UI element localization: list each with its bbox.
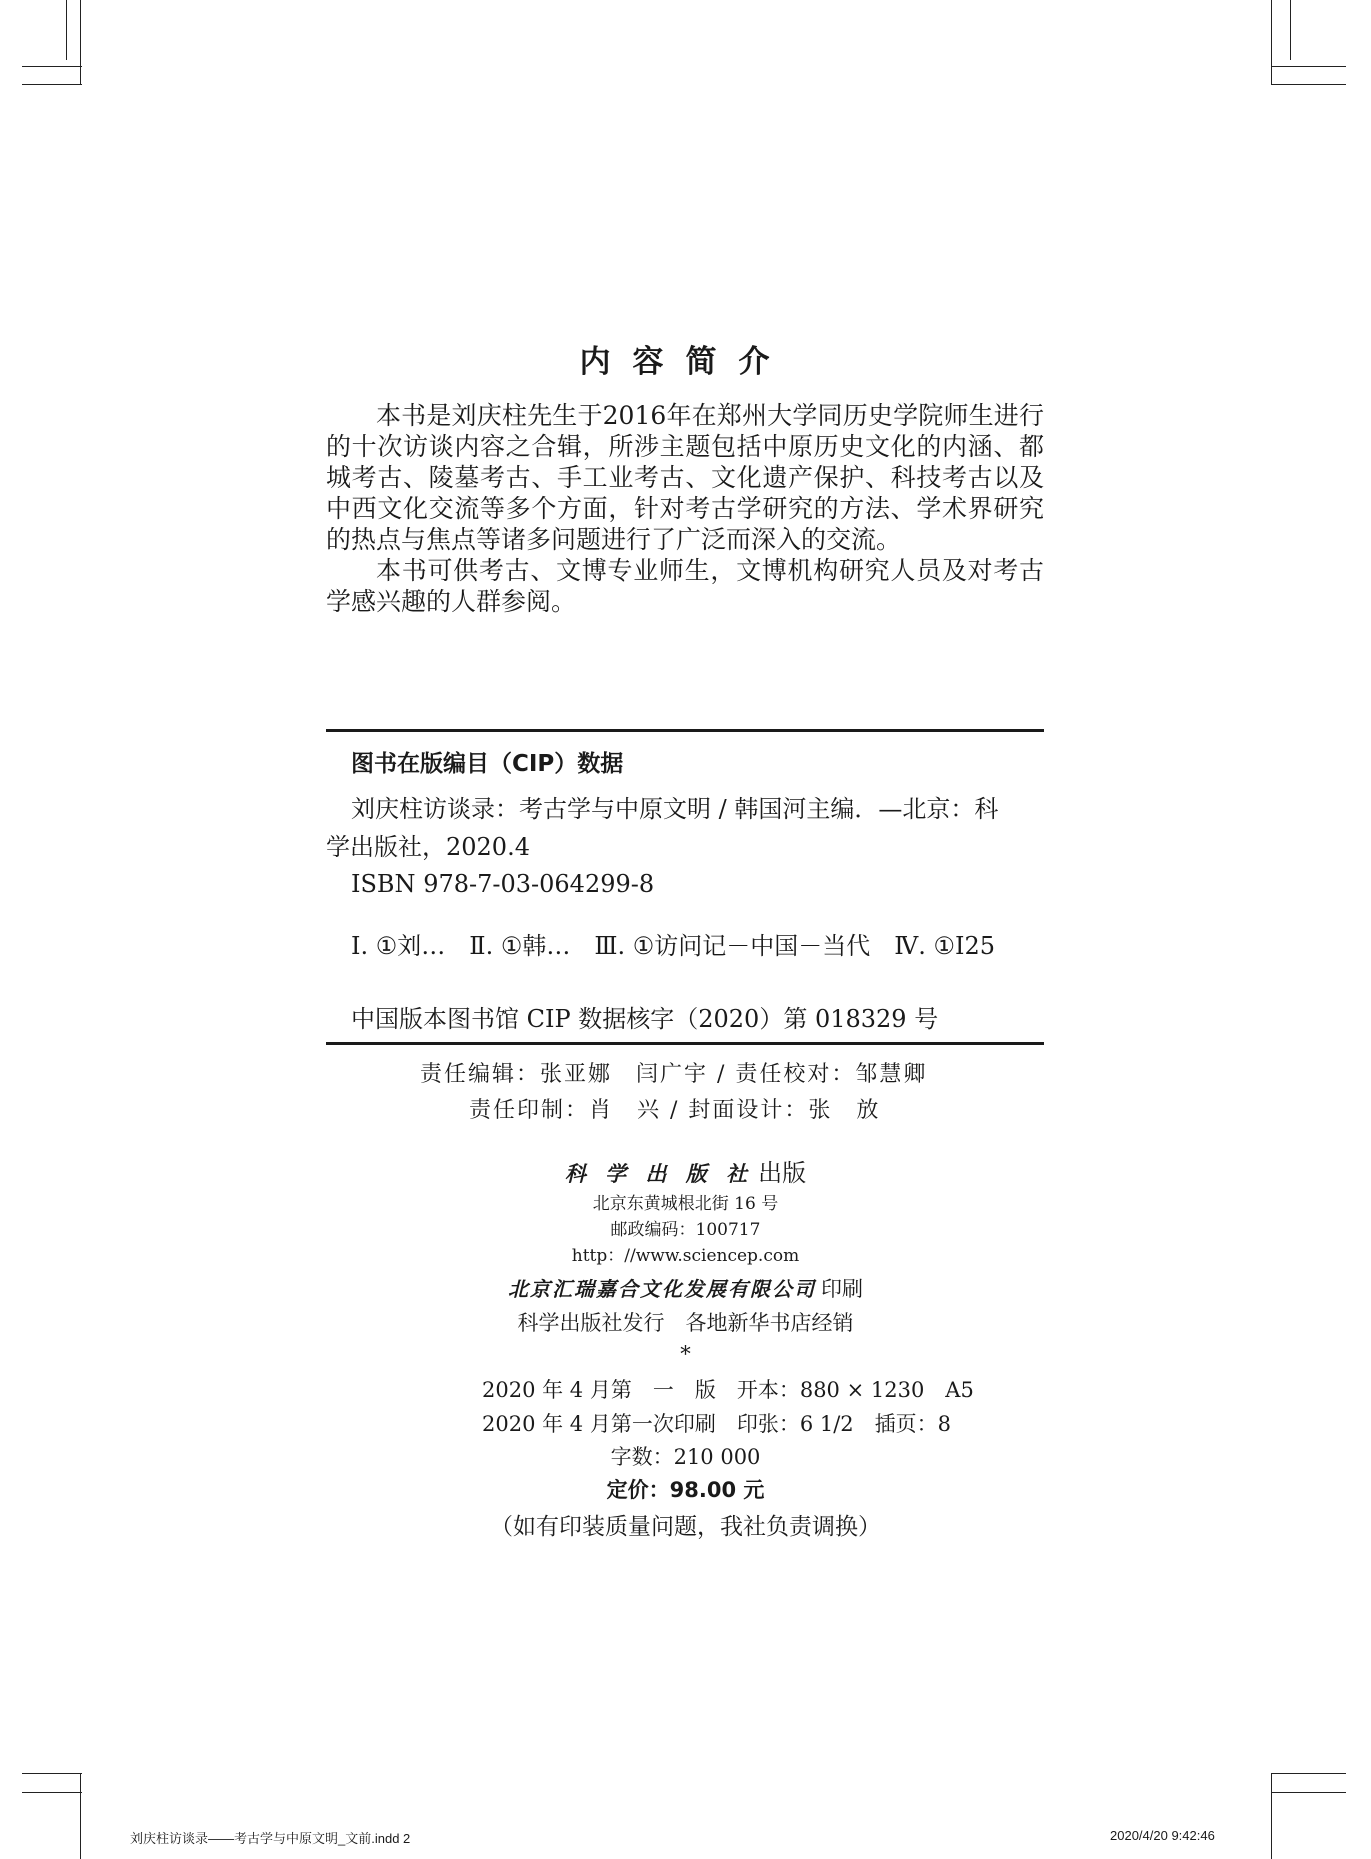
crop-mark-top-left-h [22,84,82,85]
printer-name: 北京汇瑞嘉合文化发展有限公司 [507,1277,816,1301]
crop-mark-top-right-h [1271,84,1346,85]
cip-record-number: 中国版本图书馆 CIP 数据核字（2020）第 018329 号 [351,1005,939,1033]
edition-info: 2020 年 4 月第 一 版 开本：880 × 1230 A5 [482,1378,974,1402]
printer-suffix: 印刷 [821,1277,864,1301]
publisher-address: 北京东黄城根北街 16 号 [592,1194,779,1214]
cip-bottom-rule [326,1042,1044,1045]
quality-notice: （如有印装质量问题，我社负责调换） [490,1514,881,1540]
crop-mark-top-right-v2 [1290,0,1291,60]
word-count: 字数：210 000 [610,1445,761,1469]
price: 定价：98.00 元 [606,1478,765,1502]
crop-mark-top-right-h2 [1271,66,1346,67]
printing-info: 2020 年 4 月第一次印刷 印张：6 1/2 插页：8 [482,1412,952,1436]
cip-isbn: ISBN 978-7-03-064299-8 [351,870,655,898]
intro-paragraph-2-text: 本书可供考古、文博专业师生，文博机构研究人员及对考古学感兴趣的人群参阅。 [326,556,1044,616]
publisher-line [0,1153,1371,1188]
publisher-name-suffix: 出版 [758,1159,807,1187]
distribution: 科学出版社发行 各地新华书店经销 [517,1311,854,1335]
crop-mark-top-right-v [1271,0,1272,85]
crop-mark-bottom-left-h2 [22,1792,82,1793]
staff-production: 责任印制：肖 兴 / 封面设计：张 放 [469,1098,881,1123]
cip-title-line-1: 刘庆柱访谈录：考古学与中原文明 / 韩国河主编．—北京：科 [351,795,999,823]
publisher-postcode: 邮政编码：100717 [610,1220,761,1240]
crop-mark-top-left-h2 [22,66,82,67]
intro-paragraph-1 [326,400,1044,555]
footer-timestamp: 2020/4/20 9:42:46 [1110,1828,1215,1843]
crop-mark-bottom-right-h2 [1271,1792,1346,1793]
intro-paragraph-2 [326,555,1044,617]
crop-mark-top-left-v2 [66,0,67,60]
cip-classification: Ⅰ. ①刘… Ⅱ. ①韩… Ⅲ. ①访问记－中国－当代 Ⅳ. ①I25 [351,932,996,960]
cip-top-rule [326,729,1044,732]
printer-line [0,1273,1371,1303]
crop-mark-bottom-right-v [1271,1773,1272,1859]
crop-mark-bottom-right-h [1271,1773,1346,1774]
crop-mark-bottom-left-h [22,1773,82,1774]
crop-mark-bottom-left-v [80,1773,81,1859]
publisher-name: 科 学 出 版 社 [564,1162,754,1186]
cip-title-line-2: 学出版社，2020.4 [326,833,530,861]
separator-asterisk: * [680,1342,691,1366]
publisher-url: http：//www.sciencep.com [571,1246,800,1266]
intro-paragraph-1-text: 本书是刘庆柱先生于2016年在郑州大学同历史学院师生进行的十次访谈内容之合辑，所涉主题包括中原历史文化的内涵、都城考古、陵墓考古、手工业考古、文化遗产保护、科技考古以及中西文化交流等多个方面，针对考古学研究的方法、学术界研究的热点与焦点等诸多问题进行了广泛而深入的交流。 [326,401,1044,554]
staff-editors: 责任编辑：张亚娜 闫广宇 / 责任校对：邹慧卿 [420,1062,928,1087]
cip-heading: 图书在版编目（CIP）数据 [351,751,624,777]
crop-mark-top-left-v [80,0,81,85]
footer-filename: 刘庆柱访谈录——考古学与中原文明_文前.indd 2 [130,1831,411,1846]
intro-title: 内容简介 [579,344,792,380]
